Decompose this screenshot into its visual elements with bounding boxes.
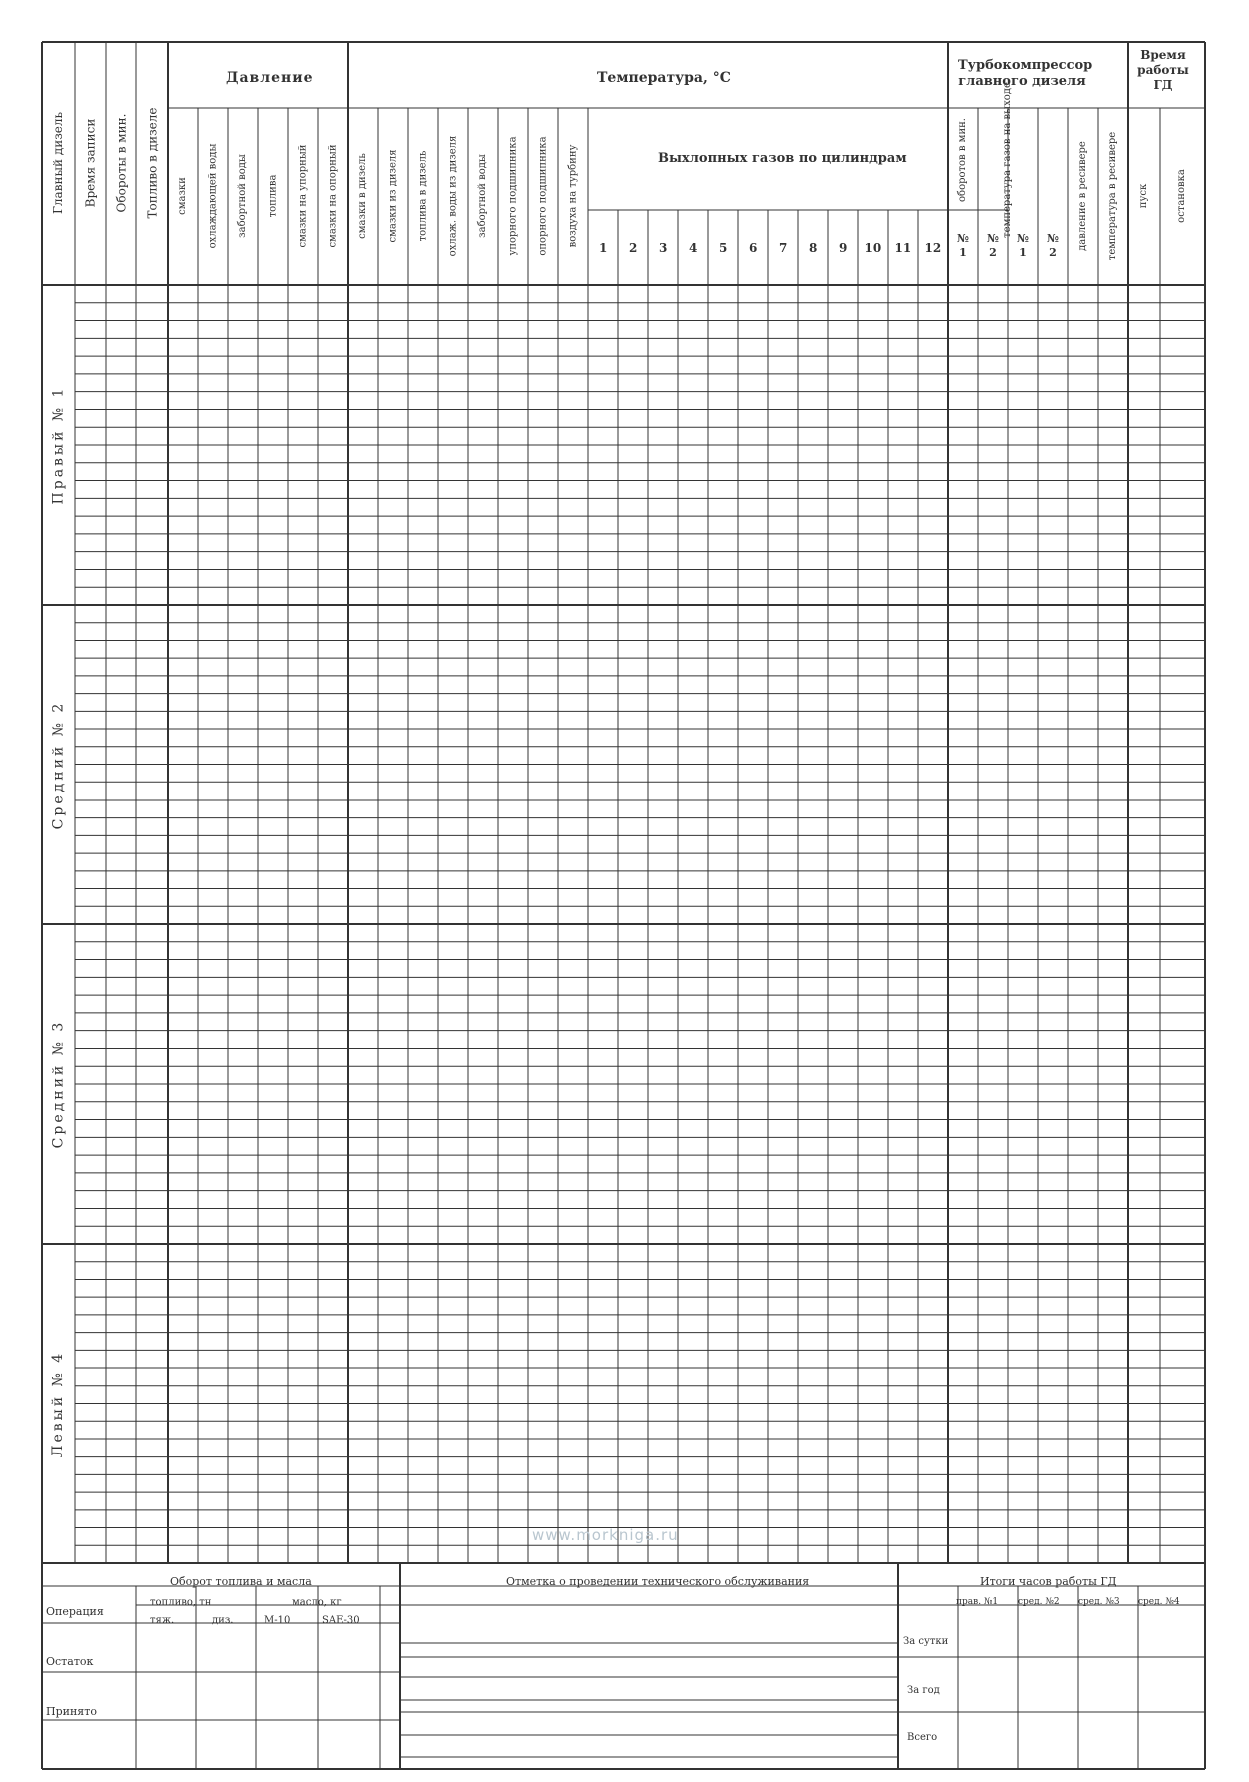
temperature-col-2: смазки из дизеля	[387, 149, 399, 243]
fuel-label: топливо, тн	[150, 1597, 212, 1608]
totals-col-2: сред. №2	[1018, 1597, 1060, 1607]
receiver-temp-header: температура в ресивере	[1107, 131, 1119, 261]
engine-label-1: Правый № 1	[49, 385, 66, 505]
cylinder-5: 5	[719, 241, 728, 255]
temperature-col-6: упорного подшипника	[507, 136, 519, 256]
totals-label: Итоги часов работы ГД	[980, 1575, 1117, 1588]
per-day-label: За сутки	[903, 1636, 949, 1647]
totals-col-4: сред. №4	[1138, 1597, 1180, 1607]
totals-col-1: прав. №1	[956, 1597, 999, 1607]
rpm-header: Обороты в мин.	[113, 113, 128, 213]
cylinder-1: 1	[599, 241, 608, 255]
pressure-col-4: топлива	[266, 174, 278, 218]
turbo-gas-temp-header: температура газов на выходе	[1001, 82, 1013, 238]
cylinder-10: 10	[864, 241, 882, 255]
operation-label: Операция	[46, 1605, 104, 1618]
temperature-col-1: смазки в дизель	[356, 153, 368, 239]
start-header: пуск	[1138, 183, 1150, 209]
turbo-rpm-n1: № 1	[957, 232, 969, 259]
temperature-title: Температура, °С	[597, 70, 731, 86]
cylinder-8: 8	[809, 241, 818, 255]
turbo-title: Турбокомпрессор главного дизеля	[958, 58, 1093, 89]
pressure-col-2: охлаждающей воды	[206, 143, 218, 249]
fuel-type-heavy: тяж.	[150, 1615, 175, 1626]
per-year-label: За год	[907, 1685, 940, 1696]
oil-label: масло, кг	[292, 1597, 342, 1608]
oil-type-sae30: SAE-30	[322, 1615, 360, 1626]
fuel-oil-turnover-label: Оборот топлива и масла	[170, 1575, 312, 1588]
turbo-rpm-header: оборотов в мин.	[956, 118, 968, 202]
cylinder-12: 12	[924, 241, 942, 255]
watermark: www.morkniga.ru	[532, 1526, 679, 1544]
temperature-col-3: топлива в дизель	[416, 150, 428, 242]
cylinder-9: 9	[839, 241, 848, 255]
total-label: Всего	[907, 1732, 938, 1743]
pressure-title: Давление	[226, 70, 314, 86]
cylinder-4: 4	[689, 241, 698, 255]
temperature-col-7: опорного подшипника	[537, 136, 549, 256]
cylinder-3: 3	[659, 241, 668, 255]
pressure-col-5: смазки на упорный	[296, 144, 308, 248]
remainder-label: Остаток	[46, 1655, 94, 1668]
turbo-gas-n2: № 2	[1047, 232, 1059, 259]
received-label: Принято	[46, 1705, 97, 1718]
main-diesel-header: Главный дизель	[51, 111, 66, 215]
maintenance-label: Отметка о проведении технического обслуживания	[506, 1575, 810, 1588]
engine-label-4: Левый № 4	[50, 1350, 67, 1457]
stop-header: остановка	[1175, 169, 1187, 223]
totals-col-3: сред. №3	[1078, 1597, 1120, 1607]
engine-label-2: Средний № 2	[49, 700, 66, 829]
receiver-pressure-header: давление в ресивере	[1076, 141, 1088, 251]
cylinder-11: 11	[894, 241, 912, 255]
fuel-in-diesel-header: Топливо в дизеле	[144, 107, 159, 219]
turbo-rpm-n2: № 2	[987, 232, 999, 259]
exhaust-title: Выхлопных газов по цилиндрам	[658, 151, 907, 166]
temperature-col-5: забортной воды	[476, 154, 488, 238]
temperature-col-4: охлаж. воды из дизеля	[446, 135, 458, 257]
fuel-type-diesel: диз.	[212, 1615, 234, 1626]
pressure-col-6: смазки на опорный	[327, 144, 339, 248]
record-time-header: Время записи	[82, 118, 97, 208]
work-time-title: Время работы ГД	[1137, 48, 1189, 92]
cylinder-6: 6	[749, 241, 758, 255]
oil-type-m10: М-10	[264, 1615, 291, 1626]
cylinder-2: 2	[629, 241, 638, 255]
engine-label-3: Средний № 3	[49, 1019, 66, 1149]
pressure-col-3: забортной воды	[236, 154, 248, 238]
temperature-col-8: воздуха на турбину	[566, 144, 578, 248]
turbo-gas-n1: № 1	[1017, 232, 1029, 259]
pressure-col-1: смазки	[176, 177, 188, 215]
cylinder-7: 7	[779, 241, 788, 255]
